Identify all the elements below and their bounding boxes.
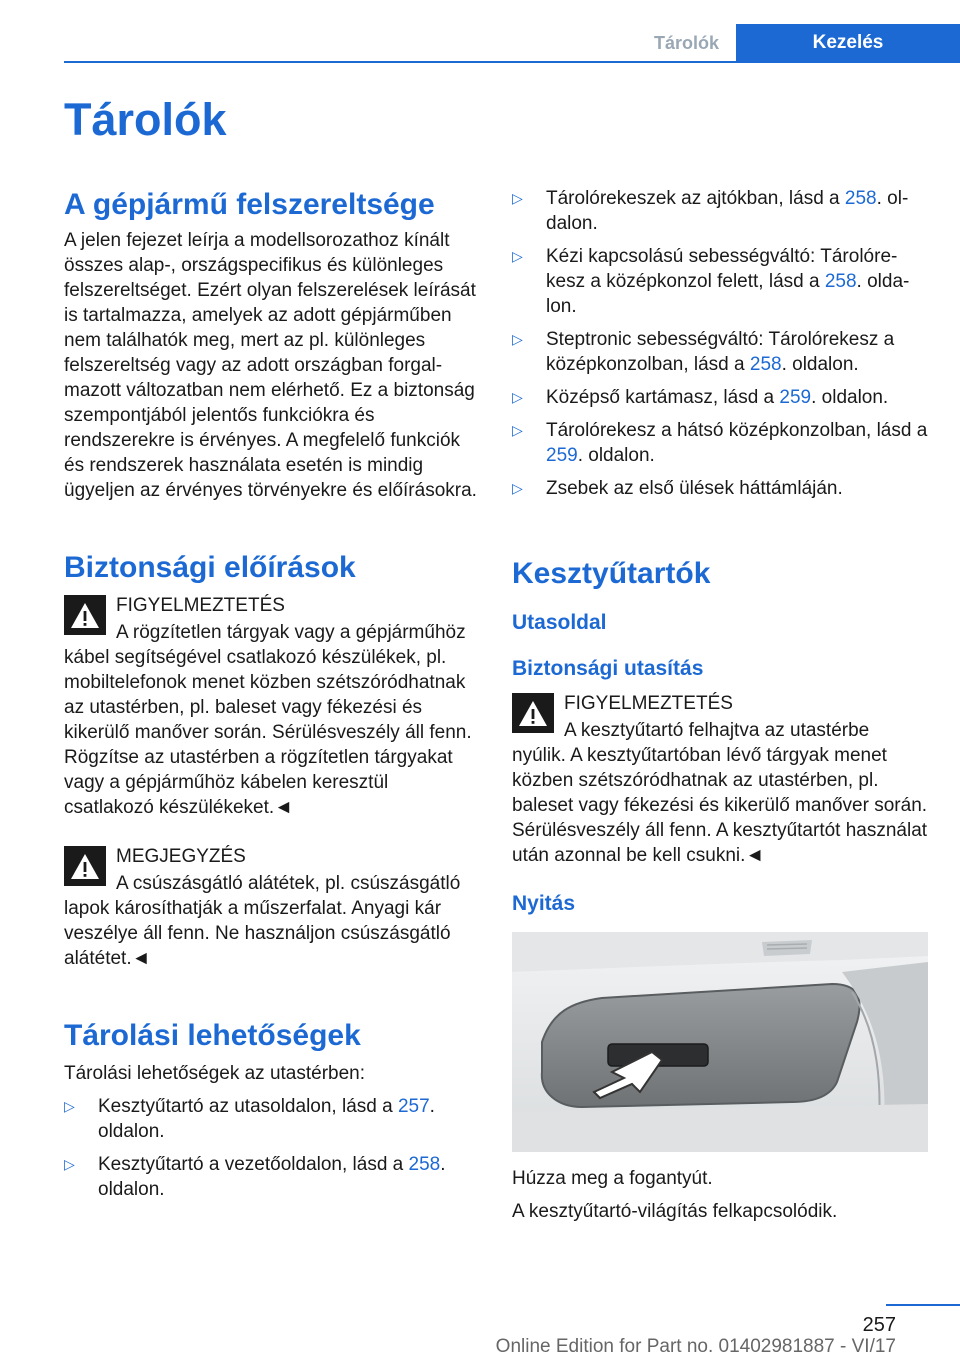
storage-list-left [64,1094,480,1202]
note-title: MEGJEGYZÉS [116,846,246,867]
warning-triangle-icon [64,595,106,635]
warning-triangle-icon [64,846,106,886]
warning-box-1 [64,593,480,820]
header-rule [64,61,960,63]
equipment-paragraph: A jelen fejezet leírja a modellsorozathoz kínált összes alap-, országspecifikus és különleges felszereltséget. Ezért olyan felszerelések leírását is tartalmazza, amelyek az adott gépjárműben nem találhatók meg, mert az pl. különleges felszereltség vagy az adott országban forgalmazott változatban nem elérhető. Ez a biztonság szempontjából jelentős funkciókra és rendszerekre is érvényes. A megfelelő funkciók és rendszerek használata esetén is mindig ügyeljen az érvényes törvényekre és előírásokra. [64,230,477,501]
list-item: ▷ Kézi kapcsolású sebességváltó: Tárolórekesz a középkonzol felett, lásd a 258. oldalon. [512,246,910,317]
list-item: ▷ Kesztyűtartó az utasoldalon, lásd a 257. oldalon. [64,1096,435,1142]
list-item: ▷ Középső kartámasz, lásd a 259. oldalon. [512,387,889,408]
page-link[interactable]: 259 [779,387,812,408]
page-header [0,0,960,62]
triangle-bullet-icon: ▷ [512,389,523,405]
heading-safety-instruction: Biztonsági utasítás [512,657,704,680]
chapter-tab[interactable]: Kezelés [736,24,960,62]
storage-paragraph: Tárolási lehetőségek az utastérben: [64,1063,366,1084]
section-tab[interactable]: Tárolók [653,33,719,53]
page-link[interactable]: 258 [408,1154,441,1175]
warning-title: FIGYELMEZTETÉS [564,693,733,714]
triangle-bullet-icon: ▷ [512,331,523,347]
warning-text: kábel segítségével csatlakozó készülékek, pl. mobiltelefonok menet közben szétszóródhatnak az utastérben, pl. baleset vagy fékezési és kikerülő manőver során. Sérülésveszély áll fenn. Rögzítse az utastérben a rögzítetlen tárgyakat vagy a gépjárműhöz kábelen keresztül csatlakozó készülékeket.◄ [64,647,472,818]
warning-text: nyúlik. A kesztyűtartóban lévő tárgyak menet közben szétszóródhatnak az utastérben, pl. baleset vagy fékezési és kikerülő manőver során. Sérülésveszély áll fenn. A kesztyűtartót használat után azonnal be kell csukni.◄ [512,745,928,866]
page-link[interactable]: 257 [397,1096,430,1117]
page-link[interactable]: 259 [546,445,578,466]
heading-opening: Nyitás [512,892,576,915]
footer-rule [886,1304,960,1306]
heading-equipment: A gépjármű felszereltsége [64,188,435,221]
triangle-bullet-icon: ▷ [512,422,523,438]
warning-text-first: A kesztyűtartó felhajtva az utastérbe [564,720,870,741]
heading-passenger-side: Utasoldal [512,611,607,634]
page-link[interactable]: 258 [844,188,877,209]
warning-triangle-icon [512,693,554,733]
instruction-pull: Húzza meg a fogantyút. [512,1168,713,1189]
left-column [64,186,480,1202]
right-column [512,186,928,1224]
glovebox-drawing [512,932,928,1152]
list-item: ▷ Tárolórekesz a hátsó középkonzolban, lásd a 259. oldalon. [512,420,928,466]
storage-list-right [512,186,928,501]
warning-text-first: A rögzítetlen tárgyak vagy a gépjárműhöz [116,622,466,643]
note-text-first: A csúszásgátló alátétek, pl. csúszásgátló [116,873,461,894]
note-text: lapok károsíthatják a műszerfalat. Anyagi kár veszélye áll fenn. Ne használjon csúszásgátló alátétet.◄ [64,898,451,969]
warning-title: FIGYELMEZTETÉS [116,595,285,616]
page-number: 257 [862,1314,896,1336]
page-link[interactable]: 258 [749,354,782,375]
edition-footer: Online Edition for Part no. 01402981887 - VI/17 [495,1336,896,1357]
triangle-bullet-icon: ▷ [64,1098,75,1114]
triangle-bullet-icon: ▷ [512,480,523,496]
warning-box-2 [512,691,928,868]
page-title: Tárolók [64,94,227,145]
list-item: ▷ Tárolórekeszek az ajtókban, lásd a 258. oldalon. [512,188,909,234]
instruction-light: A kesztyűtartó-világítás felkapcsolódik. [512,1201,838,1222]
heading-glovebox: Kesztyűtartók [512,557,711,590]
triangle-bullet-icon: ▷ [512,248,523,264]
triangle-bullet-icon: ▷ [512,190,523,206]
glovebox-illustration [512,932,928,1152]
heading-safety: Biztonsági előírások [64,551,356,584]
page-link[interactable]: 258 [824,271,857,292]
note-box-1 [64,844,480,971]
triangle-bullet-icon: ▷ [64,1156,75,1172]
list-item: ▷ Zsebek az első ülések háttámláján. [512,478,843,499]
heading-storage: Tárolási lehetőségek [64,1019,361,1052]
list-item: ▷ Steptronic sebességváltó: Tárolórekesz a középkonzolban, lásd a 258. oldalon. [512,329,895,375]
list-item: ▷ Kesztyűtartó a vezetőoldalon, lásd a 258. oldalon. [64,1154,446,1200]
